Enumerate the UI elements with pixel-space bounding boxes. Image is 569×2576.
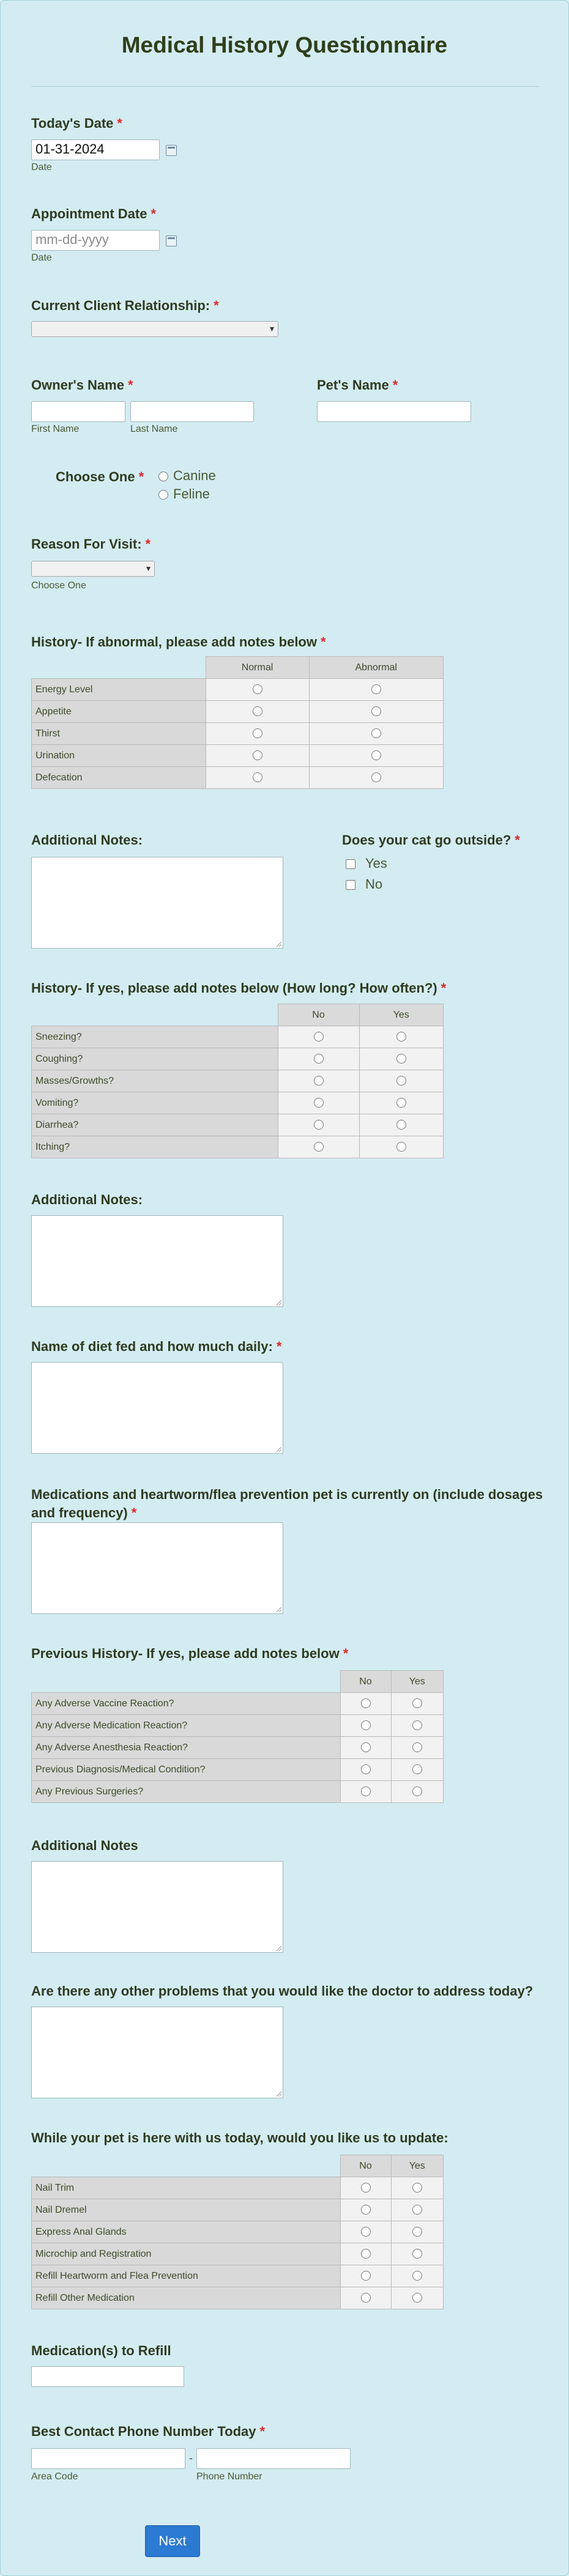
yes-checkbox[interactable] [346, 859, 355, 869]
additional-notes-textarea[interactable] [31, 1215, 283, 1307]
additional-notes-textarea[interactable] [31, 857, 283, 949]
phone-number-sublabel: Phone Number [196, 2471, 262, 2482]
table-row [32, 1781, 444, 1803]
feline-label: Feline [173, 486, 210, 502]
next-button[interactable]: Next [145, 2525, 200, 2557]
table-row [32, 1092, 444, 1114]
no-radio[interactable] [361, 2227, 371, 2237]
no-radio[interactable] [314, 1076, 324, 1086]
row-label: Itching? [32, 1136, 278, 1158]
todays-date-sublabel: Date [31, 162, 52, 172]
phone-number-input[interactable] [196, 2448, 351, 2469]
appointment-date-sublabel: Date [31, 253, 52, 263]
no-radio[interactable] [314, 1054, 324, 1064]
table-row [32, 679, 444, 701]
medications-refill-label: Medication(s) to Refill [31, 2343, 171, 2358]
yes-radio[interactable] [412, 1786, 422, 1796]
yes-radio[interactable] [412, 2271, 422, 2281]
yes-radio[interactable] [396, 1098, 406, 1108]
abnormal-radio[interactable] [371, 772, 381, 782]
diet-label: Name of diet fed and how much daily: * [31, 1339, 282, 1354]
additional-notes-textarea[interactable] [31, 1861, 283, 1953]
feline-radio[interactable] [158, 490, 168, 500]
normal-radio[interactable] [253, 728, 262, 738]
calendar-icon[interactable] [166, 235, 177, 246]
history-abnormal-label: History- If abnormal, please add notes below * [31, 634, 326, 650]
reason-for-visit-sublabel: Choose One [31, 580, 86, 591]
normal-radio[interactable] [253, 750, 262, 760]
first-name-input[interactable] [31, 401, 125, 422]
row-label: Diarrhea? [32, 1114, 278, 1136]
row-label: Coughing? [32, 1048, 278, 1070]
row-label: Refill Heartworm and Flea Prevention [32, 2265, 341, 2287]
todays-date-label: Today's Date * [31, 116, 122, 131]
canine-label: Canine [173, 468, 216, 483]
column-header: No [278, 1004, 359, 1026]
no-radio[interactable] [361, 1742, 371, 1752]
cat-outside-label: Does your cat go outside? * [342, 832, 520, 848]
no-radio[interactable] [314, 1142, 324, 1152]
yes-radio[interactable] [412, 1698, 422, 1708]
yes-radio[interactable] [412, 2293, 422, 2303]
yes-radio[interactable] [396, 1076, 406, 1086]
column-header: No [340, 2155, 391, 2177]
additional-notes-label: Additional Notes: [31, 1192, 143, 1207]
table-row [32, 1114, 444, 1136]
choose-one-label: Choose One * [56, 469, 144, 484]
table-row [32, 2221, 444, 2243]
table-row [32, 1715, 444, 1737]
history-yes-table [31, 1004, 444, 1158]
yes-radio[interactable] [396, 1032, 406, 1042]
normal-radio[interactable] [253, 684, 262, 694]
yes-radio[interactable] [396, 1120, 406, 1130]
row-label: Any Adverse Vaccine Reaction? [32, 1693, 341, 1715]
chevron-down-icon: ▾ [146, 563, 151, 573]
no-checkbox[interactable] [346, 880, 355, 890]
abnormal-radio[interactable] [371, 728, 381, 738]
normal-radio[interactable] [253, 706, 262, 716]
appointment-date-label: Appointment Date * [31, 206, 157, 221]
column-header: Yes [391, 2155, 444, 2177]
row-label: Microchip and Registration [32, 2243, 341, 2265]
table-row [32, 2177, 444, 2199]
previous-history-label: Previous History- If yes, please add notes below * [31, 1646, 349, 1661]
table-row [32, 1759, 444, 1781]
table-row [32, 723, 444, 745]
first-name-sublabel: First Name [31, 424, 80, 434]
yes-radio[interactable] [412, 2183, 422, 2193]
title-divider [31, 86, 539, 87]
table-row [32, 2243, 444, 2265]
row-label: Nail Dremel [32, 2199, 341, 2221]
form-title: Medical History Questionnaire [121, 32, 448, 57]
table-row [32, 1026, 444, 1048]
pets-name-input[interactable] [317, 401, 471, 422]
table-row [32, 2265, 444, 2287]
row-label: Express Anal Glands [32, 2221, 341, 2243]
no-radio[interactable] [314, 1032, 324, 1042]
row-label: Vomiting? [32, 1092, 278, 1114]
abnormal-radio[interactable] [371, 750, 381, 760]
row-label: Thirst [32, 723, 206, 745]
abnormal-radio[interactable] [371, 684, 381, 694]
update-label: While your pet is here with us today, would you like us to update: [31, 2130, 448, 2145]
no-radio[interactable] [361, 2293, 371, 2303]
calendar-icon[interactable] [166, 145, 177, 156]
row-label: Appetite [32, 701, 206, 723]
other-problems-label: Are there any other problems that you would like the doctor to address today? [31, 1983, 534, 1999]
other-problems-textarea[interactable] [31, 2007, 283, 2098]
table-row [32, 1136, 444, 1158]
medications-label: Medications and heartworm/flea prevention pet is currently on (include dosages and frequency) * [31, 1487, 543, 1520]
normal-radio[interactable] [253, 772, 262, 782]
update-table [31, 2155, 444, 2309]
table-row [32, 1737, 444, 1759]
reason-for-visit-label: Reason For Visit: * [31, 536, 151, 552]
medications-textarea[interactable] [31, 1522, 283, 1614]
no-radio[interactable] [361, 1720, 371, 1730]
additional-notes-label: Additional Notes: [31, 832, 143, 848]
row-label: Nail Trim [32, 2177, 341, 2199]
chevron-down-icon: ▾ [269, 324, 274, 333]
no-radio[interactable] [361, 1764, 371, 1774]
table-row [32, 767, 444, 789]
no-radio[interactable] [361, 1786, 371, 1796]
owners-name-label: Owner's Name * [31, 377, 133, 393]
yes-radio[interactable] [412, 1764, 422, 1774]
pets-name-label: Pet's Name * [317, 377, 398, 393]
table-row [32, 745, 444, 767]
canine-radio[interactable] [158, 472, 168, 481]
yes-radio[interactable] [412, 2205, 422, 2215]
table-row [32, 2287, 444, 2309]
row-label: Energy Level [32, 679, 206, 701]
reason-for-visit-select[interactable] [31, 561, 155, 577]
row-label: Any Adverse Medication Reaction? [32, 1715, 341, 1737]
no-radio[interactable] [361, 1698, 371, 1708]
yes-radio[interactable] [412, 2249, 422, 2259]
yes-radio[interactable] [396, 1054, 406, 1064]
no-radio[interactable] [361, 2271, 371, 2281]
no-radio[interactable] [361, 2183, 371, 2193]
row-label: Defecation [32, 767, 206, 789]
last-name-input[interactable] [130, 401, 254, 422]
column-header: Abnormal [309, 657, 444, 679]
history-abnormal-table [31, 656, 444, 789]
additional-notes-label: Additional Notes [31, 1838, 138, 1853]
row-label: Previous Diagnosis/Medical Condition? [32, 1759, 341, 1781]
table-row [32, 1048, 444, 1070]
yes-radio[interactable] [412, 1742, 422, 1752]
area-code-input[interactable] [31, 2448, 185, 2469]
table-row [32, 2199, 444, 2221]
client-relationship-select[interactable] [31, 321, 278, 337]
appointment-date-input[interactable]: mm-dd-yyyy [31, 230, 160, 251]
row-label: Sneezing? [32, 1026, 278, 1048]
row-label: Any Adverse Anesthesia Reaction? [32, 1737, 341, 1759]
yes-label: Yes [365, 856, 387, 871]
table-row [32, 701, 444, 723]
phone-separator: - [189, 2452, 193, 2464]
no-radio[interactable] [314, 1098, 324, 1108]
previous-history-table [31, 1670, 444, 1803]
no-radio[interactable] [314, 1120, 324, 1130]
no-radio[interactable] [361, 2205, 371, 2215]
row-label: Refill Other Medication [32, 2287, 341, 2309]
no-label: No [365, 876, 383, 892]
diet-textarea[interactable] [31, 1362, 283, 1454]
yes-radio[interactable] [396, 1142, 406, 1152]
yes-radio[interactable] [412, 1720, 422, 1730]
yes-radio[interactable] [412, 2227, 422, 2237]
medications-refill-input[interactable] [31, 2366, 184, 2387]
no-radio[interactable] [361, 2249, 371, 2259]
column-header: Yes [391, 1671, 444, 1693]
column-header: Normal [206, 657, 309, 679]
column-header: Yes [359, 1004, 444, 1026]
area-code-sublabel: Area Code [31, 2471, 78, 2482]
client-relationship-label: Current Client Relationship: * [31, 298, 219, 313]
last-name-sublabel: Last Name [130, 424, 178, 434]
todays-date-input[interactable]: 01-31-2024 [31, 139, 160, 160]
table-row [32, 1693, 444, 1715]
table-row [32, 1070, 444, 1092]
abnormal-radio[interactable] [371, 706, 381, 716]
row-label: Urination [32, 745, 206, 767]
history-yes-label: History- If yes, please add notes below (How long? How often?) * [31, 980, 447, 996]
column-header: No [340, 1671, 391, 1693]
phone-label: Best Contact Phone Number Today * [31, 2424, 266, 2439]
row-label: Any Previous Surgeries? [32, 1781, 341, 1803]
row-label: Masses/Growths? [32, 1070, 278, 1092]
